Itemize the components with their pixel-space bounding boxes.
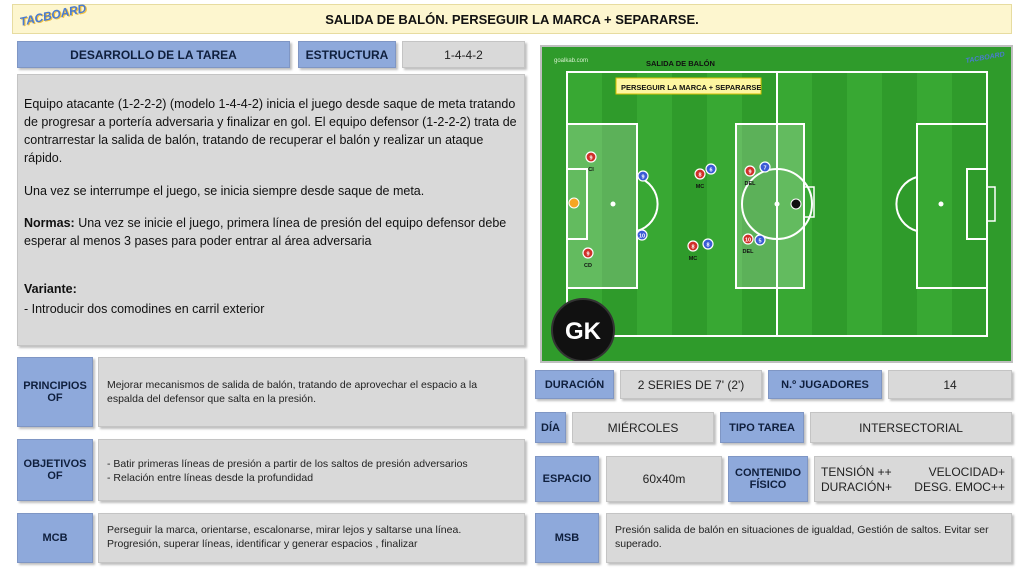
variant-heading bbox=[24, 280, 518, 298]
player-number: 8 bbox=[691, 244, 695, 251]
variant-label: Variante: bbox=[24, 281, 77, 296]
physical-content-values bbox=[814, 456, 1012, 502]
field-subtitle: PERSEGUIR LA MARCA + SEPARARSE bbox=[621, 83, 762, 92]
player-position-label: CD bbox=[584, 263, 592, 269]
player-marker-blue bbox=[755, 235, 765, 245]
norms-text bbox=[24, 214, 518, 250]
variant-text: - Introducir dos comodines en carril exterior bbox=[24, 302, 265, 316]
player-position-label: MC bbox=[688, 256, 698, 262]
physical-item: VELOCIDAD+ bbox=[928, 464, 1005, 479]
task-development-header: DESARROLLO DE LA TAREA bbox=[17, 41, 290, 68]
player-position-label: DEL bbox=[744, 181, 756, 187]
duration-label: DURACIÓN bbox=[535, 370, 614, 399]
player-number: 9 bbox=[589, 155, 593, 162]
task-type-value: INTERSECTORIAL bbox=[810, 412, 1012, 443]
msb-text: Presión salida de balón en situaciones de igualdad, Gestión de saltos. Evitar ser superado. bbox=[606, 513, 1012, 563]
principles-text: Mejorar mecanismos de salida de balón, tratando de aprovechar el espacio a la espalda del defensor que salta en la presión. bbox=[98, 357, 525, 427]
players-count-value: 14 bbox=[888, 370, 1012, 399]
player-number: 8 bbox=[706, 242, 710, 249]
duration-value: 2 SERIES DE 7' (2') bbox=[620, 370, 762, 399]
structure-value: 1-4-4-2 bbox=[402, 41, 525, 68]
norms-body: Una vez se inicie el juego, primera línea de presión del equipo defensor debe esperar al menos 3 pases para poder entrar al área adversaria bbox=[24, 215, 507, 248]
field-logo: TACBOARD bbox=[965, 51, 1006, 65]
physical-item: DESG. EMOC++ bbox=[914, 479, 1005, 494]
day-label: DÍA bbox=[535, 412, 566, 443]
player-number: 6 bbox=[709, 167, 713, 174]
player-position-label: DEL bbox=[742, 249, 754, 255]
structure-label: ESTRUCTURA bbox=[298, 41, 396, 68]
player-number: 7 bbox=[763, 165, 767, 172]
msb-label: MSB bbox=[535, 513, 599, 563]
title-bar bbox=[12, 1, 1012, 34]
player-number: 10 bbox=[744, 237, 752, 244]
objectives-label: OBJETIVOS OF bbox=[17, 439, 93, 501]
penalty-spot-right bbox=[939, 202, 944, 207]
players-count-label: N.º JUGADORES bbox=[768, 370, 882, 399]
field-diagram bbox=[540, 45, 1013, 363]
objective-item: - Relación entre líneas desde la profundidad bbox=[107, 472, 314, 485]
space-value: 60x40m bbox=[606, 456, 722, 502]
description-text: Equipo atacante (1-2-2-2) (modelo 1-4-4-2) inicia el juego desde saque de meta tratando de progresar a portería adversaria y finalizar en gol. El equipo defensor (1-2-2-2) trata de contrarrestar la salida de balón, tratando de recuperar el balón y realizar un ataque rápido. bbox=[24, 97, 517, 166]
player-number: 9 bbox=[748, 169, 752, 176]
player-marker-blue bbox=[638, 171, 648, 181]
player-position-label: CI bbox=[588, 167, 594, 173]
pitch-svg bbox=[542, 47, 1011, 361]
center-spot bbox=[775, 202, 780, 207]
penalty-spot-left bbox=[611, 202, 616, 207]
field-site-label: goalkab.com bbox=[554, 58, 589, 64]
physical-item: TENSIÓN ++ bbox=[821, 464, 892, 479]
ball-marker bbox=[791, 199, 801, 209]
physical-item: DURACIÓN+ bbox=[821, 479, 893, 494]
player-number: 9 bbox=[586, 251, 590, 258]
player-number: 8 bbox=[698, 172, 702, 179]
player-position-label: MC bbox=[695, 184, 705, 190]
objectives-list bbox=[98, 439, 525, 501]
task-description bbox=[17, 74, 525, 346]
page-title: SALIDA DE BALÓN. PERSEGUIR LA MARCA + SEPARARSE. bbox=[325, 11, 699, 27]
player-marker-blue bbox=[706, 164, 716, 174]
tacboard-logo: TACBOARD bbox=[18, 1, 88, 29]
principles-label: PRINCIPIOS OF bbox=[17, 357, 93, 427]
player-number: 10 bbox=[638, 233, 646, 240]
player-number: 5 bbox=[758, 238, 762, 245]
space-label: ESPACIO bbox=[535, 456, 599, 502]
gk-badge-text: GK bbox=[565, 318, 601, 345]
player-number: 9 bbox=[641, 174, 645, 181]
mcb-label: MCB bbox=[17, 513, 93, 563]
day-value: MIÉRCOLES bbox=[572, 412, 714, 443]
physical-content-label: CONTENIDO FÍSICO bbox=[728, 456, 808, 502]
player-marker-blue bbox=[760, 162, 770, 172]
goalkeeper-marker bbox=[569, 198, 579, 208]
player-marker-blue bbox=[637, 230, 647, 240]
objective-item: - Batir primeras líneas de presión a partir de los saltos de presión adversarios bbox=[107, 458, 468, 470]
field-title: SALIDA DE BALÓN bbox=[646, 59, 715, 68]
task-type-label: TIPO TAREA bbox=[720, 412, 804, 443]
mcb-text: Perseguir la marca, orientarse, escalonarse, mirar lejos y saltarse una línea. Progresión, superar líneas, identificar y generar espacios , finalizar bbox=[98, 513, 525, 563]
player-marker-blue bbox=[703, 239, 713, 249]
norms-label: Normas: bbox=[24, 215, 75, 230]
restart-text: Una vez se interrumpe el juego, se inicia siempre desde saque de meta. bbox=[24, 183, 425, 198]
